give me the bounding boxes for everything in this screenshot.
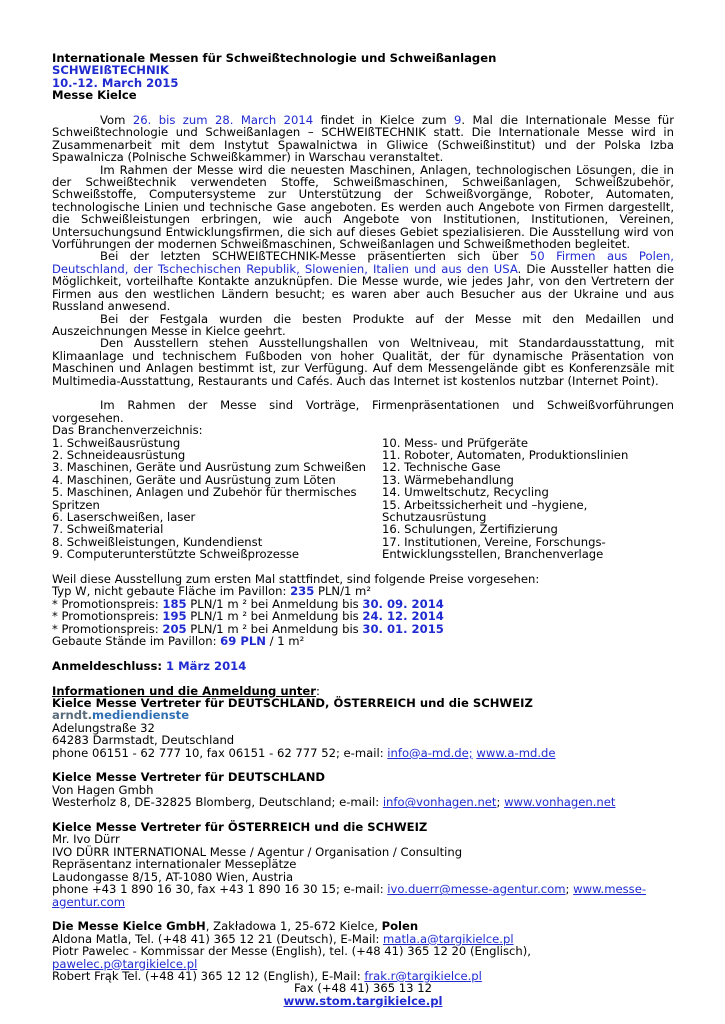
list-item: 17. Institutionen, Vereine, Forschungs-Entwicklungsstellen, Branchenverlage	[382, 534, 606, 562]
list-item: 1. Schweißausrüstung	[52, 435, 181, 450]
frak-email-link[interactable]: frak.r@targikielce.pl	[364, 968, 482, 983]
vonhagen-contact: Westerholz 8, DE-32825 Blomberg, Deutschland; e-mail: info@vonhagen.net; www.vonhagen.net	[52, 795, 616, 810]
prices-intro: Weil diese Ausstellung zum ersten Mal stattfindet, sind folgende Preise vorgesehen:	[52, 572, 540, 587]
contact-person-2: Piotr Pawelec - Kommissar der Messe (English), tel. (+48 41) 365 12 20 (Englisch), pawelec.p@targikielce.pl	[52, 944, 531, 971]
list-item: 4. Maschinen, Geräte und Ausrüstung zum Löten	[52, 472, 336, 487]
matla-email-link[interactable]: matla.a@targikielce.pl	[383, 931, 514, 946]
list-item: 15. Arbeitssicherheit und –hygiene, Schutzausrüstung	[382, 497, 588, 524]
doc-title: Internationale Messen für Schweißtechnologie und Schweißanlagen	[52, 51, 497, 65]
document-page	[52, 52, 674, 1007]
pawelec-email-link[interactable]: pawelec.p@targikielce.pl	[52, 956, 198, 971]
ivo-representation: Repräsentanz internationaler Messeplätze	[52, 857, 297, 872]
branch-list	[52, 437, 674, 561]
ivo-name: Mr. Ivo Dürr	[52, 832, 120, 847]
info-heading: Informationen und die Anmeldung unter:	[52, 683, 320, 698]
list-item: 16. Schulungen, Zertifizierung	[382, 522, 558, 537]
intro-paragraph-2: Im Rahmen der Messe wird die neuesten Maschinen, Anlagen, technologischen Lösungen, die in der Schweißtechnik verwendeten Stoffe, Schweißmaschinen, Schweißanlagen, Schweißzubehör, Schweißstoffe, Computersysteme zur Unterstützung der Schweißvorgänge, Roboter, Automaten, technologische Linien und technische Gase angeboten. Es werden auch Angebote von Firmen dargestellt, die Schweißleistungen erbringen, wie auch Angebote von Institutionen, Institutionen, Vereinen, Untersuchungsund Entwicklungsfirmen, die sich auf dieses Gebiet spezialisieren. Die Ausstellung wird von Vorführungen der modernen Schweißmaschinen, Schweißanlagen und Schweißmethoden begleitet.	[52, 162, 674, 252]
vonhagen-web-link[interactable]: www.vonhagen.net	[504, 795, 616, 810]
messe-fax: Fax (+48 41) 365 13 12	[294, 981, 432, 996]
intro-paragraph-5: Den Ausstellern stehen Ausstellungshallen von Weltniveau, mit Standardausstattung, mit Klimaanlage und technischem Fußboden von hoher Qualität, der für dynamische Präsentation von Maschinen und Anlagen bestimmt ist, zur Verfügung. Auf dem Messengelände gibt es Konferenzsäle mit Multimedia-Ausstattung, Restaurants und Cafés. Auch das Internet ist kostenlos nutzbar (Internet Point).	[52, 336, 674, 388]
list-item: 8. Schweißleistungen, Kundendienst	[52, 534, 263, 549]
rep-heading-de-at-ch: Kielce Messe Vertreter für DEUTSCHLAND, ÖSTERREICH und die SCHWEIZ	[52, 696, 533, 711]
list-item: 3. Maschinen, Geräte und Ausrüstung zum Schweißen	[52, 460, 367, 475]
branch-column-right	[382, 437, 674, 561]
branch-column-left	[52, 437, 382, 561]
registration-deadline: Anmeldeschluss: 1 März 2014	[52, 658, 247, 673]
price-built-stands: Gebaute Stände im Pavillon: 69 PLN / 1 m²	[52, 634, 305, 649]
price-type-w: Typ W, nicht gebaute Fläche im Pavillon: 235 PLN/1 m²	[52, 584, 371, 599]
vonhagen-email-link[interactable]: info@vonhagen.net	[382, 795, 497, 810]
intro-paragraph-1: Vom 26. bis zum 28. March 2014 findet in Kielce zum 9. Mal die Internationale Messe für Schweißtechnologie und Schweißanlagen – SCHWEIßTECHNIK statt. Die Internationale Messe wird in Zusammenarbeit mit dem Instytut Spawalnictwa in Gliwice (Schweißinstitut) und der Polska Izba Spawalnicza (Polnische Schweißkammer) in Warschau veranstaltet.	[52, 113, 675, 165]
messe-website	[52, 995, 674, 1007]
rep-heading-de: Kielce Messe Vertreter für DEUTSCHLAND	[52, 770, 326, 785]
list-item: 7. Schweißmaterial	[52, 522, 164, 537]
promo-price: * Promotionspreis: 195 PLN/1 m ² bei Anmeldung bis 24. 12. 2014	[52, 609, 444, 624]
list-item: 6. Laserschweißen, laser	[52, 510, 196, 524]
ivo-company: IVO DÜRR INTERNATIONAL Messe / Agentur / Organisation / Consulting	[52, 844, 463, 859]
amd-logo: arndt.mediendienste	[52, 708, 190, 723]
list-item: 13. Wärmebehandlung	[382, 472, 514, 487]
event-dates: 10.-12. March 2015	[52, 75, 179, 90]
ivo-address: Laudongasse 8/15, AT-1080 Wien, Austria	[52, 869, 294, 884]
list-item: 2. Schneideausrüstung	[52, 447, 186, 462]
amd-city: 64283 Darmstadt, Deutschland	[52, 733, 235, 748]
vonhagen-name: Von Hagen Gmbh	[52, 782, 154, 797]
list-item: 14. Umweltschutz, Recycling	[382, 485, 549, 500]
messe-web-link[interactable]: www.stom.targikielce.pl	[283, 993, 443, 1008]
amd-contact: phone 06151 - 62 777 10, fax 06151 - 62 777 52; e-mail: info@a-md.de; www.a-md.de	[52, 745, 556, 760]
contact-person-1: Aldona Matla, Tel. (+48 41) 365 12 21 (Deutsch), E-Mail: matla.a@targikielce.pl	[52, 931, 514, 946]
contact-person-3: Robert Frąk Tel. (+48 41) 365 12 12 (English), E-Mail: frak.r@targikielce.pl	[52, 968, 482, 983]
amd-street: Adelungstraße 32	[52, 720, 155, 735]
rep-heading-at-ch: Kielce Messe Vertreter für ÖSTERREICH und die SCHWEIZ	[52, 820, 428, 835]
list-item: 10. Mess- und Prüfgeräte	[382, 435, 528, 450]
list-item: 5. Maschinen, Anlagen und Zubehör für thermisches Spritzen	[52, 485, 357, 512]
list-item: 9. Computerunterstützte Schweißprozesse	[52, 547, 300, 562]
ivo-contact: phone +43 1 890 16 30, fax +43 1 890 16 30 15; e-mail: ivo.duerr@messe-agentur.com; www.messe-agentur.com	[52, 882, 647, 909]
intro-paragraph-3: Bei der letzten SCHWEIßTECHNIK-Messe präsentierten sich über 50 Firmen aus Polen, Deutschland, der Tschechischen Republik, Slowenien, Italien und aus den USA. Die Aussteller hatten die Möglichkeit, vorteilhafte Kontakte anzuknüpfen. Die Messe wurde, wie jedes Jahr, von den Vertretern der Firmen aus den westlichen Ländern besucht; es waren aber auch Besucher aus der Ukraine und aus Russland anwesend.	[52, 249, 675, 314]
branch-heading: Das Branchenverzeichnis:	[52, 423, 203, 438]
list-item: 11. Roboter, Automaten, Produktionslinien	[382, 447, 629, 462]
amd-email-link[interactable]: info@a-md.de;	[387, 745, 473, 760]
amd-web-link[interactable]: www.a-md.de	[476, 745, 556, 760]
ivo-email-link[interactable]: ivo.duerr@messe-agentur.com	[387, 882, 566, 897]
intro-paragraph-4: Bei der Festgala wurden die besten Produkte auf der Messe mit den Medaillen und Auszeichnungen Messe in Kielce geehrt.	[52, 311, 674, 338]
promo-price: * Promotionspreis: 185 PLN/1 m ² bei Anmeldung bis 30. 09. 2014	[52, 596, 444, 611]
promo-price: * Promotionspreis: 205 PLN/1 m ² bei Anmeldung bis 30. 01. 2015	[52, 621, 444, 636]
event-venue: Messe Kielce	[52, 88, 137, 103]
ivo-web-link[interactable]: www.messe-agentur.com	[52, 882, 647, 909]
messe-kielce-heading: Die Messe Kielce GmbH, Zakładowa 1, 25-672 Kielce, Polen	[52, 919, 419, 934]
intro-paragraph-6: Im Rahmen der Messe sind Vorträge, Firmenpräsentationen und Schweißvorführungen vorgesehen.	[52, 398, 674, 425]
list-item: 12. Technische Gase	[382, 460, 501, 475]
event-name: SCHWEIßTECHNIK	[52, 63, 169, 78]
